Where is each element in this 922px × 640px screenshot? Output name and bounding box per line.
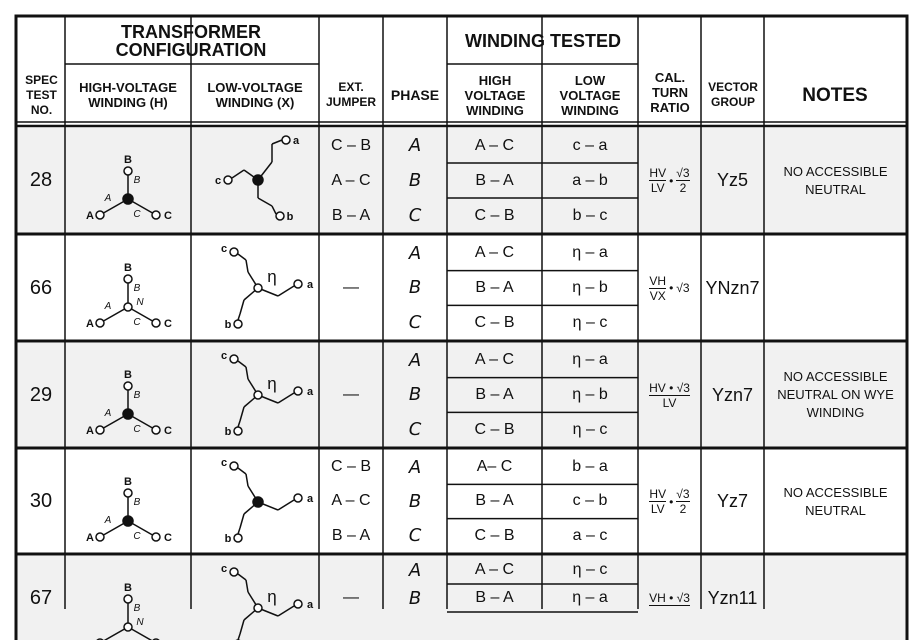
phase-letter: C	[408, 205, 422, 226]
header-ext-jumper: EXT. JUMPER	[325, 80, 376, 109]
terminal-node	[124, 595, 132, 603]
vector-group: Yz5	[716, 170, 749, 190]
lv-winding-tested: a – c	[572, 526, 608, 544]
terminal-label: c	[220, 563, 228, 575]
hv-winding-tested: B – A	[475, 492, 514, 510]
terminal-node	[224, 176, 232, 184]
terminal-node	[230, 462, 238, 470]
winding-label: C	[133, 209, 141, 220]
terminal-node	[234, 320, 242, 328]
terminal-node	[96, 426, 104, 434]
ratio-factor-den: 2	[679, 181, 687, 195]
vector-group: Yzn7	[711, 384, 754, 405]
spec-test-number: 30	[29, 490, 53, 512]
lv-winding-tested: η – c	[572, 313, 608, 331]
winding-label: C	[133, 317, 141, 328]
hv-winding-tested: B – A	[475, 171, 514, 189]
phase-letter: B	[408, 277, 422, 299]
phase-letter: B	[408, 587, 422, 609]
lv-winding-tested: η – c	[572, 561, 608, 578]
lv-winding-tested: b – a	[572, 458, 608, 476]
lv-winding-tested: η – b	[572, 278, 608, 296]
ext-jumper: C – B	[330, 458, 371, 476]
terminal-node	[234, 534, 242, 542]
terminal-label: B	[124, 582, 132, 594]
phase-letter: C	[408, 525, 422, 547]
terminal-label: c	[220, 243, 228, 255]
terminal-node	[152, 319, 160, 327]
terminal-label: b	[286, 211, 294, 223]
spec-test-number: 28	[29, 169, 53, 191]
ratio-numerator: VH	[649, 273, 667, 288]
winding-label: B	[133, 603, 141, 614]
ext-jumper: —	[343, 589, 359, 606]
notes-text: NO ACCESSIBLE NEUTRAL ON WYE WINDING	[777, 369, 894, 420]
lv-winding-tested: η – b	[572, 385, 608, 403]
header-vector-group: VECTOR GROUP	[708, 80, 758, 109]
ratio-denominator: LV	[662, 395, 677, 410]
neutral-node	[254, 604, 262, 612]
ratio-factor-den: 2	[679, 502, 687, 516]
terminal-node	[96, 533, 104, 541]
hv-winding-tested: B – A	[475, 385, 514, 403]
ext-jumper: A – C	[331, 171, 371, 189]
terminal-node	[230, 568, 238, 576]
ext-jumper: B – A	[331, 526, 371, 544]
ratio-factor: √3	[676, 281, 690, 295]
notes-text: NO ACCESSIBLE NEUTRAL	[783, 163, 888, 197]
terminal-node	[230, 355, 238, 363]
ratio-numerator: HV	[649, 166, 667, 180]
cal-turn-ratio: $\frac{HV}{LV}$ • $\frac{√3}{2}$	[649, 166, 690, 195]
header-notes: NOTES	[802, 84, 868, 106]
notes-text	[768, 236, 903, 340]
ratio-factor: √3	[676, 166, 690, 180]
header-cal-turn-ratio: CAL. TURN RATIO	[650, 69, 690, 115]
lv-winding-tested: c – b	[572, 492, 608, 510]
header-lv-winding: LOW VOLTAGE WINDING	[559, 72, 621, 118]
terminal-label: b	[224, 533, 232, 545]
ratio-numerator: VH • √3	[649, 590, 690, 605]
terminal-node	[276, 212, 284, 220]
lv-winding-tested: η – a	[572, 351, 608, 369]
terminal-label: a	[292, 135, 300, 147]
ratio-denominator: VX	[649, 288, 666, 303]
lv-winding-tested: η – a	[572, 244, 608, 262]
terminal-label: C	[164, 425, 172, 437]
spec-test-number: 67	[29, 586, 53, 609]
lv-winding-tested: c – a	[572, 136, 608, 154]
terminal-node	[152, 426, 160, 434]
terminal-node	[234, 427, 242, 435]
ext-jumper: —	[343, 279, 359, 296]
phase-letter: C	[408, 419, 422, 441]
cal-turn-ratio: $\frac{HV}{LV}$ • $\frac{√3}{2}$	[649, 487, 690, 516]
phase-letter: A	[408, 349, 422, 371]
terminal-label: a	[306, 386, 314, 398]
ratio-factor: √3	[676, 487, 690, 501]
neutral-node	[124, 623, 132, 631]
phase-letter: B	[408, 490, 422, 512]
terminal-node	[96, 319, 104, 327]
neutral-label: η	[267, 587, 277, 606]
lv-winding-tested: a – b	[572, 171, 608, 189]
ratio-denominator: LV	[650, 181, 665, 195]
terminal-node	[124, 382, 132, 390]
hv-winding-tested: C – B	[474, 313, 515, 331]
terminal-node	[294, 280, 302, 288]
phase-letter: A	[408, 559, 422, 581]
spec-test-number: 66	[29, 276, 53, 299]
terminal-node	[294, 600, 302, 608]
terminal-label: B	[124, 154, 132, 166]
neutral-node	[253, 497, 263, 507]
hv-winding-tested: A – C	[474, 351, 515, 369]
header-low-voltage-winding: LOW-VOLTAGE WINDING (X)	[207, 80, 303, 110]
winding-label: B	[133, 283, 141, 294]
lv-winding-tested: b – c	[572, 206, 608, 224]
hv-winding-tested: C – B	[474, 206, 515, 224]
terminal-node	[294, 494, 302, 502]
neutral-label: η	[267, 267, 277, 286]
winding-label: A	[104, 515, 112, 526]
ratio-numerator: HV • √3	[649, 380, 690, 395]
terminal-node	[124, 167, 132, 175]
lv-winding-tested: η – a	[572, 589, 608, 606]
winding-label: B	[133, 390, 141, 401]
phase-letter: B	[408, 170, 422, 191]
terminal-label: A	[86, 532, 94, 544]
vector-group: YNzn7	[705, 277, 760, 298]
terminal-node	[282, 136, 290, 144]
terminal-node	[152, 533, 160, 541]
hv-winding-tested: B – A	[475, 589, 514, 606]
winding-label: A	[104, 408, 112, 419]
header-spec-test-no: SPEC TEST NO.	[25, 72, 58, 117]
hv-winding-tested: A – C	[474, 244, 515, 262]
neutral-label: N	[136, 297, 144, 308]
terminal-node	[124, 275, 132, 283]
terminal-label: A	[86, 318, 94, 330]
terminal-node	[230, 248, 238, 256]
neutral-node	[124, 303, 132, 311]
terminal-label: a	[306, 493, 314, 505]
neutral-node	[123, 194, 133, 204]
hv-winding-tested: A – C	[474, 136, 515, 154]
neutral-node	[123, 516, 133, 526]
phase-letter: A	[408, 242, 422, 264]
terminal-label: B	[124, 262, 132, 274]
neutral-node	[253, 175, 263, 185]
terminal-label: c	[220, 350, 228, 362]
hv-winding-tested: C – B	[474, 420, 515, 438]
spec-test-number: 29	[29, 383, 53, 406]
header-hv-winding: HIGH VOLTAGE WINDING	[464, 72, 526, 118]
terminal-label: C	[164, 532, 172, 544]
terminal-node	[152, 211, 160, 219]
cal-turn-ratio	[638, 556, 701, 640]
terminal-label: c	[220, 457, 228, 469]
ratio-denominator: LV	[650, 502, 665, 516]
winding-label: A	[104, 193, 112, 204]
neutral-label: N	[136, 617, 144, 628]
header-winding-tested: WINDING TESTED	[465, 31, 621, 51]
phase-letter: C	[408, 312, 422, 334]
terminal-node	[124, 489, 132, 497]
phase-letter: A	[408, 135, 422, 156]
neutral-node	[123, 409, 133, 419]
terminal-label: b	[224, 319, 232, 331]
ext-jumper: C – B	[330, 136, 371, 154]
cal-turn-ratio: $\frac{VH}{VX}$ • √3	[649, 273, 690, 303]
terminal-label: C	[164, 318, 172, 330]
neutral-node	[254, 284, 262, 292]
terminal-label: A	[86, 425, 94, 437]
winding-label: B	[133, 175, 141, 186]
header-high-voltage-winding: HIGH-VOLTAGE WINDING (H)	[79, 80, 177, 110]
hv-winding-tested: B – A	[475, 278, 514, 296]
winding-label: C	[133, 531, 141, 542]
neutral-node	[254, 391, 262, 399]
notes-text: NO ACCESSIBLE NEUTRAL	[783, 484, 888, 518]
terminal-label: A	[86, 210, 94, 222]
terminal-label: C	[164, 210, 172, 222]
hv-winding-tested: C – B	[474, 526, 515, 544]
terminal-label: a	[306, 599, 314, 611]
notes-text	[768, 556, 903, 640]
ext-jumper: —	[343, 386, 359, 403]
phase-letter: A	[408, 456, 422, 478]
winding-label: A	[104, 301, 112, 312]
cal-turn-ratio	[638, 343, 701, 447]
terminal-node	[294, 387, 302, 395]
terminal-label: b	[224, 426, 232, 438]
hv-winding-tested: A – C	[474, 561, 515, 578]
terminal-label: c	[214, 175, 222, 187]
winding-label: B	[133, 497, 141, 508]
lv-winding-tested: η – c	[572, 420, 608, 438]
vector-group: Yz7	[716, 491, 749, 511]
winding-label: C	[133, 424, 141, 435]
ratio-numerator: HV	[649, 487, 667, 501]
neutral-label: η	[267, 374, 277, 393]
header-transformer-configuration: TRANSFORMER CONFIGURATION	[115, 22, 267, 60]
terminal-label: B	[124, 369, 132, 381]
ext-jumper: A – C	[331, 492, 371, 510]
terminal-label: a	[306, 279, 314, 291]
header-phase: PHASE	[390, 86, 440, 103]
ext-jumper: B – A	[331, 206, 371, 224]
phase-letter: B	[408, 384, 422, 406]
vector-group: Yzn11	[707, 587, 758, 608]
terminal-label: B	[124, 476, 132, 488]
hv-winding-tested: A– C	[476, 458, 513, 476]
terminal-node	[96, 211, 104, 219]
